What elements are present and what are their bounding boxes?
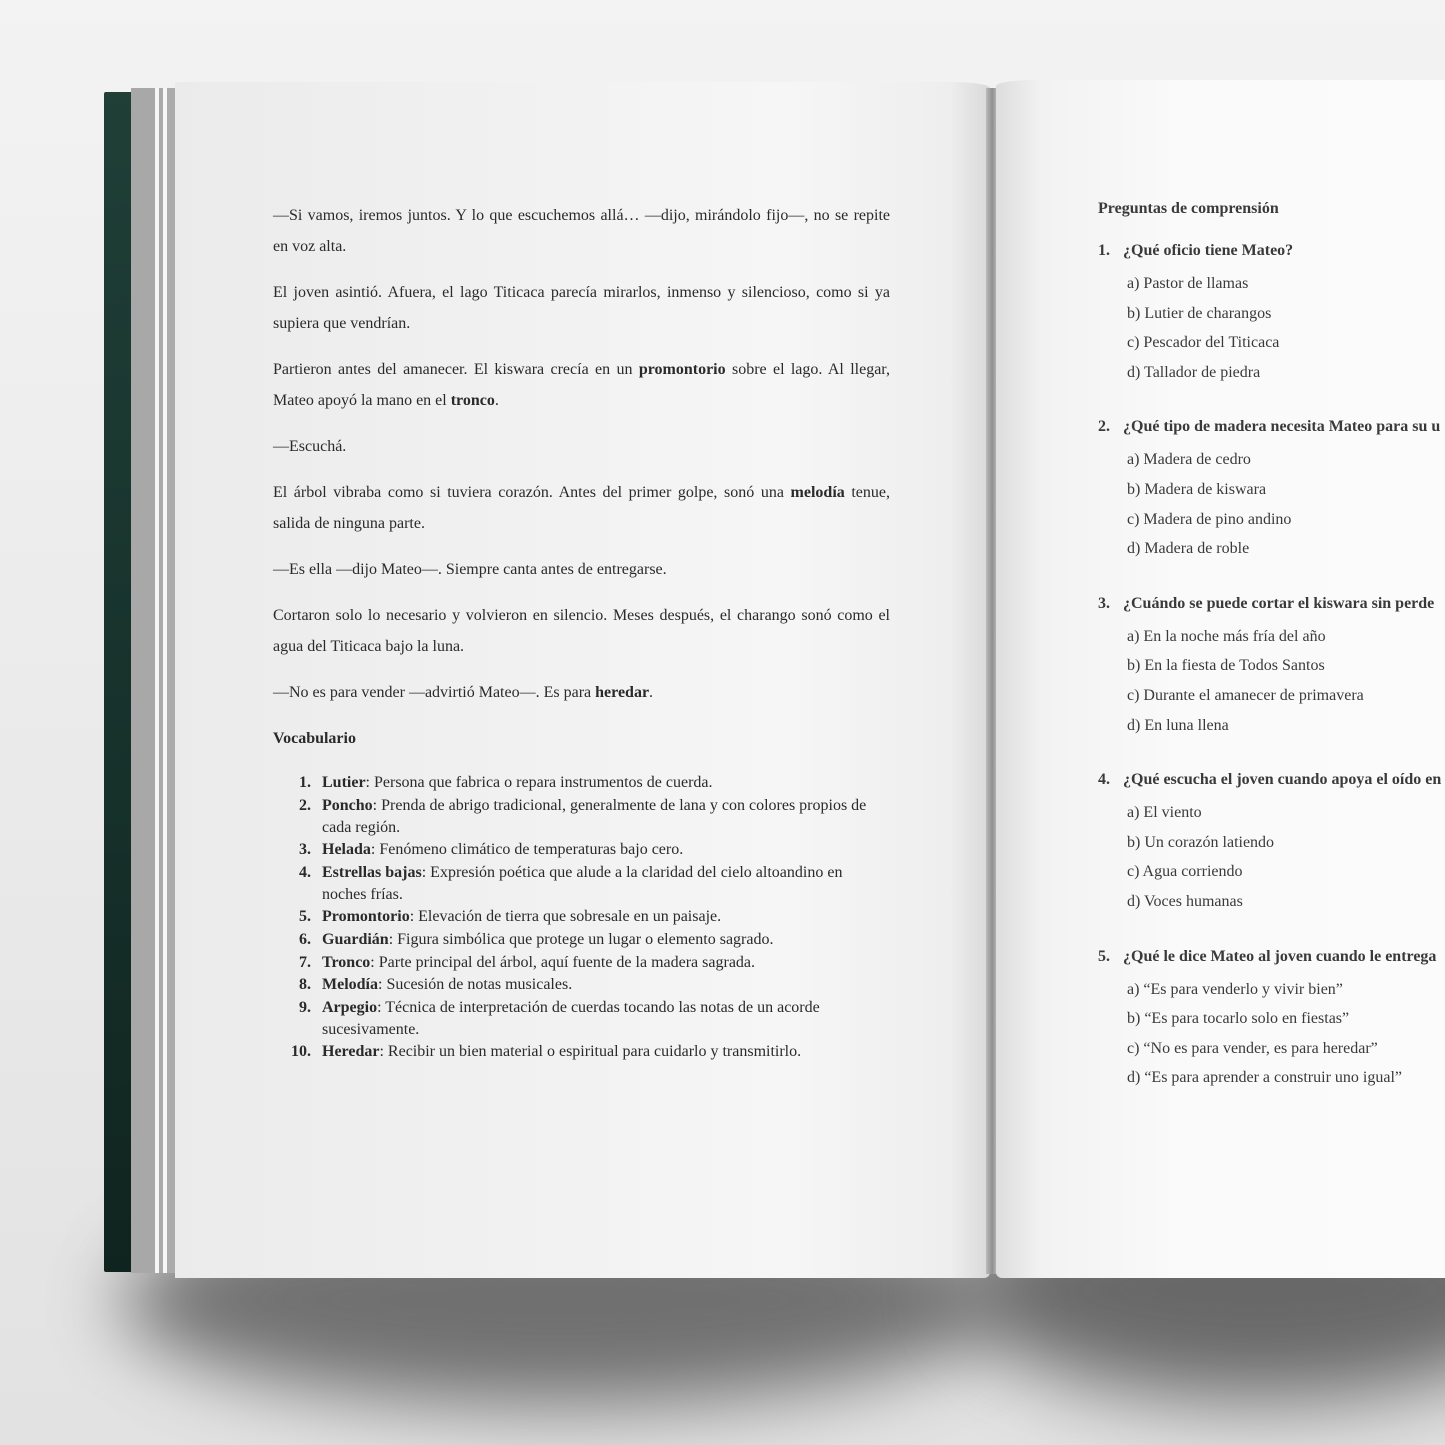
answer-option: c) Pescador del Titicaca — [1127, 334, 1280, 352]
question-number: 1. — [1098, 242, 1110, 259]
vocabulary-item-number: 2. — [299, 796, 311, 814]
vocabulary-item-number: 7. — [299, 953, 311, 971]
questions-heading: Preguntas de comprensión — [1098, 200, 1279, 217]
story-paragraph — [273, 477, 890, 539]
vocabulary-definition: : Recibir un bien material o espiritual para cuidarlo y transmitirlo. — [379, 1043, 802, 1061]
answer-option: d) Voces humanas — [1127, 892, 1243, 910]
question-block — [1098, 946, 1445, 1093]
right-page-content — [1098, 198, 1445, 1122]
answer-option: c) “No es para vender, es para heredar” — [1127, 1039, 1378, 1057]
left-page — [175, 82, 990, 1278]
story-paragraph — [273, 354, 890, 416]
vocabulary-item — [273, 839, 890, 861]
vocabulary-definition: : Parte principal del árbol, aquí fuente de la madera sagrada. — [370, 953, 756, 971]
vocabulary-term: Heredar — [322, 1043, 380, 1061]
vocabulary-item — [273, 974, 890, 996]
answer-option: a) El viento — [1127, 804, 1202, 822]
answer-option: c) Madera de pino andino — [1127, 510, 1292, 528]
story-paragraph — [273, 600, 890, 662]
vocabulary-term: Arpegio — [322, 998, 378, 1016]
vocabulary-definition: : Técnica de interpretación de cuerdas tocando las notas de un acorde sucesivamente. — [322, 998, 820, 1038]
story-paragraph — [273, 554, 890, 585]
vocabulary-definition: : Prenda de abrigo tradicional, generalmente de lana y con colores propios de cada región. — [322, 796, 867, 836]
answer-option: a) Pastor de llamas — [1127, 275, 1249, 292]
vocabulary-definition: : Fenómeno climático de temperaturas bajo cero. — [370, 841, 684, 859]
vocabulary-item — [273, 997, 890, 1041]
answer-option: a) Madera de cedro — [1127, 451, 1251, 469]
question-label: ¿Qué le dice Mateo al joven cuando le entrega — [1123, 947, 1437, 965]
left-page-content — [273, 200, 890, 1064]
vocabulary-word: heredar — [595, 684, 650, 701]
vocabulary-term: Helada — [322, 841, 371, 859]
right-page — [996, 80, 1445, 1278]
answer-option: c) Durante el amanecer de primavera — [1127, 686, 1364, 704]
questions-list — [1098, 240, 1445, 1093]
answer-option: c) Agua corriendo — [1127, 863, 1243, 881]
story-paragraph — [273, 431, 890, 462]
story-text-run: tenue, salida de ninguna parte. — [273, 484, 891, 532]
story-paragraph — [273, 677, 890, 708]
vocabulary-heading: Vocabulario — [273, 730, 356, 747]
vocabulary-term: Guardián — [322, 930, 389, 948]
answer-option: a) “Es para venderlo y vivir bien” — [1127, 980, 1343, 998]
vocabulary-definition: : Sucesión de notas musicales. — [378, 976, 573, 994]
vocabulary-item — [273, 1041, 890, 1063]
question-text — [1098, 593, 1445, 615]
story-text-run: —Es ella —dijo Mateo—. Siempre canta antes de entregarse. — [273, 561, 667, 578]
vocabulary-term: Melodía — [322, 976, 378, 994]
question-block — [1098, 416, 1445, 563]
question-label: ¿Qué tipo de madera necesita Mateo para su u — [1123, 418, 1441, 436]
vocabulary-item-number: 8. — [299, 976, 311, 994]
question-label: ¿Qué escucha el joven cuando apoya el oído en — [1123, 771, 1442, 789]
vocabulary-item-number: 5. — [299, 908, 311, 926]
question-number: 5. — [1098, 947, 1110, 965]
story-text-run: Partieron antes del amanecer. El kiswara crecía en un — [273, 361, 639, 378]
vocabulary-definition: : Persona que fabrica o repara instrumentos de cuerda. — [365, 774, 713, 791]
vocabulary-item-number: 3. — [299, 841, 311, 859]
story-text-run: —No es para vender —advirtió Mateo—. Es para — [273, 684, 596, 701]
vocabulary-item — [273, 795, 890, 839]
vocabulary-definition: : Expresión poética que alude a la claridad del cielo altoandino en noches frías. — [322, 863, 843, 903]
question-number: 2. — [1098, 418, 1110, 436]
answer-option: d) En luna llena — [1127, 716, 1229, 734]
answer-option: a) En la noche más fría del año — [1127, 627, 1326, 645]
question-block — [1098, 240, 1445, 387]
vocabulary-term: Estrellas bajas — [322, 863, 422, 881]
vocabulary-item-number: 10. — [291, 1043, 311, 1061]
story-text-run: El árbol vibraba como si tuviera corazón. Antes del primer golpe, sonó una — [273, 484, 791, 501]
vocabulary-item — [273, 952, 890, 974]
question-block — [1098, 593, 1445, 740]
question-text — [1098, 769, 1445, 791]
answer-option: b) Un corazón latiendo — [1127, 833, 1275, 851]
vocabulary-list — [273, 772, 890, 1063]
vocabulary-word: melodía — [790, 484, 845, 501]
question-block — [1098, 769, 1445, 916]
story-text-run: El joven asintió. Afuera, el lago Titicaca parecía mirarlos, inmenso y silencioso, como si ya supiera que vendrían. — [273, 284, 890, 332]
page-stack-edges — [131, 88, 177, 1273]
vocabulary-item-number: 9. — [299, 998, 311, 1016]
answer-option: d) “Es para aprender a construir uno igual” — [1127, 1069, 1402, 1087]
vocabulary-term: Tronco — [322, 953, 371, 971]
question-number: 4. — [1098, 771, 1110, 789]
answer-option: d) Tallador de piedra — [1127, 363, 1261, 381]
question-text — [1098, 946, 1445, 968]
vocabulary-definition: : Elevación de tierra que sobresale en un paisaje. — [409, 908, 722, 926]
question-label: ¿Cuándo se puede cortar el kiswara sin perde — [1123, 594, 1435, 612]
book-cover-edge — [104, 92, 134, 1272]
vocabulary-term: Promontorio — [322, 908, 410, 926]
answer-option: b) Madera de kiswara — [1127, 480, 1267, 498]
story-text-run: . — [494, 392, 499, 409]
vocabulary-word: promontorio — [638, 361, 726, 378]
story-text — [273, 200, 890, 708]
answer-option: b) Lutier de charangos — [1127, 304, 1272, 322]
vocabulary-item — [273, 772, 890, 794]
story-text-run: . — [649, 684, 654, 701]
vocabulary-item-number: 1. — [299, 774, 311, 791]
story-paragraph — [273, 200, 890, 262]
vocabulary-word: tronco — [450, 392, 495, 409]
story-paragraph — [273, 277, 890, 339]
story-text-run: Cortaron solo lo necesario y volvieron en silencio. Meses después, el charango sonó como el agua del Titicaca bajo la luna. — [273, 607, 890, 655]
question-text — [1098, 416, 1445, 438]
question-number: 3. — [1098, 594, 1110, 612]
vocabulary-item-number: 4. — [299, 863, 311, 881]
question-text — [1098, 240, 1445, 262]
vocabulary-item — [273, 862, 890, 906]
answer-option: d) Madera de roble — [1127, 540, 1250, 558]
vocabulary-item-number: 6. — [299, 930, 311, 948]
story-text-run: sobre el lago. Al llegar, Mateo apoyó la mano en el — [273, 361, 890, 409]
vocabulary-term: Lutier — [322, 774, 366, 791]
story-text-run: —Si vamos, iremos juntos. Y lo que escuchemos allá… —dijo, mirándolo fijo—, no se repite en voz alta. — [273, 207, 890, 255]
answer-option: b) En la fiesta de Todos Santos — [1127, 657, 1325, 675]
vocabulary-term: Poncho — [322, 796, 373, 814]
question-label: ¿Qué oficio tiene Mateo? — [1123, 242, 1294, 259]
vocabulary-item — [273, 906, 890, 928]
story-text-run: —Escuchá. — [273, 438, 347, 455]
vocabulary-item — [273, 929, 890, 951]
answer-option: b) “Es para tocarlo solo en fiestas” — [1127, 1010, 1350, 1028]
vocabulary-definition: : Figura simbólica que protege un lugar o elemento sagrado. — [388, 930, 774, 948]
